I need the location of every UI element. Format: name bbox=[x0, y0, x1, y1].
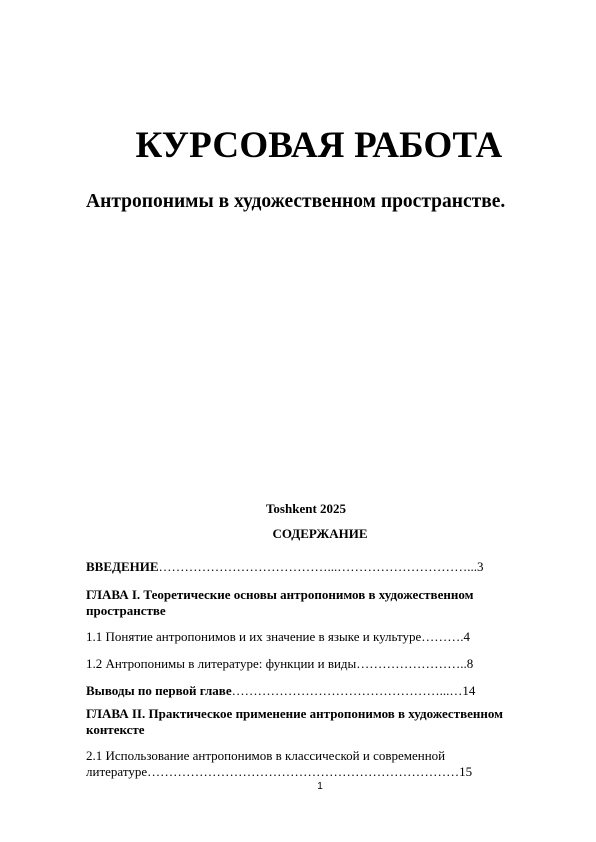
toc-entry-leader: ………. bbox=[421, 629, 464, 644]
page-number: 1 bbox=[317, 781, 323, 792]
toc-entry-title: 1.2 Антропонимы в литературе: функции и виды bbox=[86, 656, 357, 671]
toc-heading: СОДЕРЖАНИЕ bbox=[272, 526, 368, 541]
toc-entry-title: 1.1 Понятие антропонимов и их значение в языке и культуре bbox=[86, 629, 422, 644]
toc-entry-title: ГЛАВА I. Теоретические основы антропонимов в художественном пространстве bbox=[86, 587, 474, 618]
toc-entry-leader: …………………….. bbox=[356, 656, 467, 671]
toc-entry-title: Выводы по первой главе bbox=[86, 683, 232, 698]
toc-entry-section-2-1[interactable] bbox=[86, 748, 556, 780]
table-of-contents bbox=[86, 559, 556, 780]
toc-entry-page: 4 bbox=[463, 629, 471, 644]
toc-entry-introduction[interactable] bbox=[86, 559, 556, 575]
toc-entry-section-1-2[interactable] bbox=[86, 656, 556, 672]
toc-entry-chapter-1[interactable] bbox=[86, 587, 556, 619]
toc-entry-chapter-2[interactable] bbox=[86, 706, 556, 738]
toc-entry-section-1-1[interactable] bbox=[86, 629, 556, 645]
toc-entry-page: 14 bbox=[462, 683, 476, 698]
toc-entry-page: 8 bbox=[466, 656, 474, 671]
toc-entry-page: 15 bbox=[459, 764, 473, 779]
cover-city-year: Toshkent 2025 bbox=[265, 501, 347, 516]
cover-subtitle: Антропонимы в художественном пространстве. bbox=[86, 191, 506, 212]
toc-entry-chapter-1-conclusions[interactable] bbox=[86, 683, 556, 699]
toc-entry-leader: …………………………………………...… bbox=[231, 683, 463, 698]
toc-entry-leader: ……………………………………………………………… bbox=[147, 764, 460, 779]
toc-entry-leader: …………………………………...…………………………... bbox=[158, 559, 478, 574]
toc-entry-page: 3 bbox=[477, 559, 484, 574]
toc-entry-title: ВВЕДЕНИЕ bbox=[86, 559, 159, 574]
toc-entry-title: 2.1 Использование антропонимов в классической и современной литературе bbox=[86, 748, 446, 779]
toc-entry-title: ГЛАВА II. Практическое применение антропонимов в художественном контексте bbox=[86, 706, 503, 737]
cover-title: КУРСОВАЯ РАБОТА bbox=[135, 125, 503, 166]
